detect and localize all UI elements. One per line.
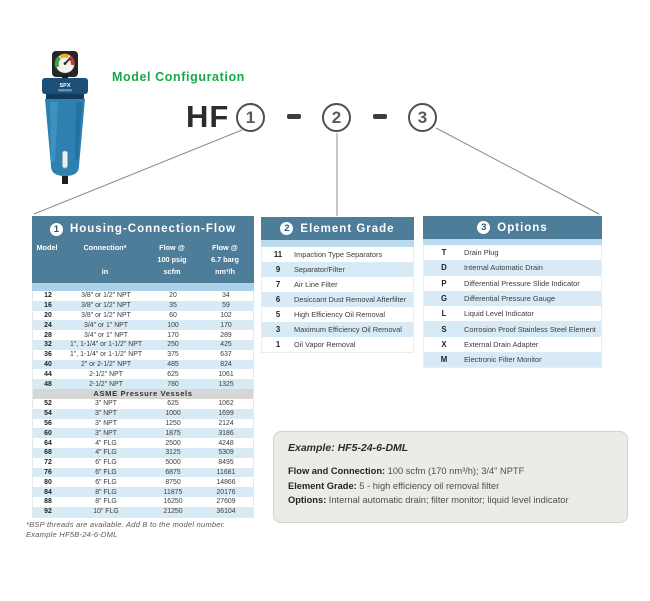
- cell-code: 1: [275, 340, 281, 349]
- cell-flow-nm3h: 5309: [218, 449, 234, 457]
- asme-section-header: ASME Pressure Vessels: [33, 389, 253, 399]
- cell-code: P: [441, 278, 447, 288]
- cell-model: 64: [44, 439, 52, 447]
- header-accent-band: [261, 240, 414, 247]
- table-row: [33, 507, 253, 517]
- example-options-line: Options: Internal automatic drain; filter monitor; liquid level indicator: [288, 495, 569, 505]
- cell-model: 68: [44, 449, 52, 457]
- cell-flow-nm3h: 425: [220, 341, 232, 349]
- table-row: [33, 379, 253, 389]
- table-row: [33, 369, 253, 379]
- cell-connection: 3" NPT: [95, 410, 117, 418]
- cell-flow-scfm: 1875: [165, 429, 181, 437]
- cell-flow-nm3h: 289: [220, 331, 232, 339]
- cell-flow-scfm: 3125: [165, 449, 181, 457]
- cell-code: 7: [275, 280, 281, 289]
- header-accent-band: [32, 283, 254, 291]
- table-row: [33, 301, 253, 311]
- cell-flow-scfm: 625: [167, 370, 179, 378]
- drain-stem: [62, 176, 68, 184]
- cell-label: Differential Pressure Slide Indicator: [464, 278, 580, 288]
- placeholder-1-circle: 1: [236, 103, 265, 132]
- cell-label: Corrosion Proof Stainless Steel Element: [464, 324, 596, 334]
- cell-flow-scfm: 1000: [165, 410, 181, 418]
- circled-number-1-icon: 1: [50, 223, 63, 236]
- cell-model: 76: [44, 468, 52, 476]
- cell-connection: 1", 1-1/4" or 1-1/2" NPT: [69, 341, 143, 349]
- cell-model: 72: [44, 459, 52, 467]
- cell-flow-nm3h: 8495: [218, 459, 234, 467]
- element-grade-body: [261, 247, 414, 353]
- cell-code: 3: [275, 325, 281, 334]
- cell-connection: 3" NPT: [95, 419, 117, 427]
- cell-label: Impaction Type Separators: [294, 250, 383, 259]
- bsp-footnote: *BSP threads are available. Add B to the model number. Example HF5B-24-6-DML: [26, 520, 226, 539]
- housing-table-header: [32, 216, 254, 242]
- table-row: [33, 419, 253, 429]
- cell-model: 92: [44, 508, 52, 516]
- cell-label: Internal Automatic Drain: [464, 263, 543, 273]
- table-row: [33, 360, 253, 370]
- cell-flow-scfm: 20: [169, 292, 177, 300]
- cell-flow-scfm: 375: [167, 351, 179, 359]
- cell-flow-scfm: 780: [167, 380, 179, 388]
- cell-label: Maximum Efficiency Oil Removal: [294, 325, 402, 334]
- cell-connection: 8" FLG: [95, 498, 117, 506]
- circled-number-2-icon: 2: [280, 222, 293, 235]
- table-row: [424, 337, 601, 352]
- cell-model: 84: [44, 488, 52, 496]
- cell-flow-nm3h: 1325: [218, 380, 234, 388]
- cell-flow-scfm: 170: [167, 331, 179, 339]
- cell-label: Separator/Filter: [294, 265, 345, 274]
- table-row: [424, 260, 601, 275]
- table-row: [33, 409, 253, 419]
- cell-code: D: [441, 263, 447, 273]
- cell-model: 88: [44, 498, 52, 506]
- cell-connection: 6" FLG: [95, 459, 117, 467]
- table-row: [33, 438, 253, 448]
- cell-connection: 3/8" or 1/2" NPT: [81, 311, 131, 319]
- table-row: [33, 428, 253, 438]
- cell-connection: 3" NPT: [95, 400, 117, 408]
- liquid-level-sight-glass: [63, 151, 68, 168]
- cell-connection: 3" NPT: [95, 429, 117, 437]
- placeholder-2-circle: 2: [322, 103, 351, 132]
- cell-code: 11: [273, 250, 283, 259]
- cell-connection: 10" FLG: [93, 508, 119, 516]
- col-header-flow-nm3h: Flow @: [212, 243, 238, 252]
- cell-connection: 3/8" or 1/2" NPT: [81, 292, 131, 300]
- filter-bowl: [45, 99, 85, 176]
- separator-dash: [373, 114, 387, 119]
- table-row: [424, 291, 601, 306]
- brand-label: SPX: [59, 83, 71, 89]
- table-row: [424, 276, 601, 291]
- cell-model: 80: [44, 478, 52, 486]
- cell-flow-nm3h: 4248: [218, 439, 234, 447]
- cell-flow-nm3h: 170: [220, 321, 232, 329]
- cell-flow-scfm: 5000: [165, 459, 181, 467]
- differential-pressure-gauge-icon: [52, 51, 78, 79]
- cell-code: S: [441, 324, 447, 334]
- cell-model: 60: [44, 429, 52, 437]
- table-row: [262, 307, 413, 322]
- table-row: [33, 330, 253, 340]
- table-row: [33, 448, 253, 458]
- cell-model: 36: [44, 351, 52, 359]
- cell-model: 52: [44, 400, 52, 408]
- cell-flow-nm3h: 20176: [216, 488, 236, 496]
- table-row: [262, 247, 413, 262]
- cell-connection: 1", 1-1/4" or 1-1/2" NPT: [69, 351, 143, 359]
- filter-product-image: [38, 50, 92, 185]
- cell-flow-nm3h: 34: [222, 292, 230, 300]
- cell-connection: 3/4" or 1" NPT: [84, 331, 128, 339]
- cell-model: 54: [44, 410, 52, 418]
- cell-connection: 6" FLG: [95, 468, 117, 476]
- page-title: Model Configuration: [112, 70, 245, 84]
- table-row: [33, 320, 253, 330]
- col-header-flow-scfm: Flow @: [159, 243, 185, 252]
- circled-number-3-icon: 3: [477, 221, 490, 234]
- cell-label: Drain Plug: [464, 248, 499, 258]
- options-header: [423, 216, 602, 239]
- housing-column-headers: Model Connection* in Flow @ 100 psig scfm Flow @ 6.7 barg nm³/h: [32, 242, 254, 283]
- cell-flow-nm3h: 14866: [216, 478, 236, 486]
- cell-flow-scfm: 6875: [165, 468, 181, 476]
- cell-model: 56: [44, 419, 52, 427]
- cell-code: 5: [275, 310, 281, 319]
- cell-connection: 6" FLG: [95, 478, 117, 486]
- cell-flow-nm3h: 11681: [216, 468, 236, 476]
- cell-flow-scfm: 60: [169, 311, 177, 319]
- cell-label: Air Line Filter: [294, 280, 338, 289]
- cell-flow-scfm: 35: [169, 302, 177, 310]
- cell-flow-scfm: 485: [167, 360, 179, 368]
- cell-model: 16: [44, 302, 52, 310]
- cell-label: Oil Vapor Removal: [294, 340, 356, 349]
- cell-connection: 2-1/2" NPT: [89, 370, 123, 378]
- table-row: [33, 477, 253, 487]
- table-row: [33, 399, 253, 409]
- cell-connection: 2-1/2" NPT: [89, 380, 123, 388]
- cell-label: Liquid Level Indicator: [464, 309, 534, 319]
- table-row: [424, 245, 601, 260]
- cell-flow-scfm: 100: [167, 321, 179, 329]
- element-grade-table: [261, 217, 414, 353]
- table-row: [33, 497, 253, 507]
- table-row: [262, 292, 413, 307]
- cell-code: M: [440, 355, 448, 365]
- cell-code: T: [441, 248, 447, 258]
- cell-flow-scfm: 250: [167, 341, 179, 349]
- cell-label: External Drain Adapter: [464, 339, 539, 349]
- table-row: [262, 262, 413, 277]
- cell-connection: 2" or 2-1/2" NPT: [80, 360, 132, 368]
- separator-dash: [287, 114, 301, 119]
- cell-connection: 3/8" or 1/2" NPT: [81, 302, 131, 310]
- col-header-model: Model: [36, 243, 58, 252]
- table-row: [33, 487, 253, 497]
- cell-model: 24: [44, 321, 52, 329]
- cell-model: 44: [44, 370, 52, 378]
- cell-flow-nm3h: 36104: [216, 508, 236, 516]
- element-grade-title: Element Grade: [300, 222, 395, 235]
- cell-flow-scfm: 8750: [165, 478, 181, 486]
- cell-model: 28: [44, 331, 52, 339]
- cell-flow-nm3h: 824: [220, 360, 232, 368]
- housing-connection-flow-table: [32, 216, 254, 518]
- cell-model: 48: [44, 380, 52, 388]
- cell-connection: 4" FLG: [95, 449, 117, 457]
- cell-code: 9: [275, 265, 281, 274]
- cell-label: Electronic Filter Monitor: [464, 355, 542, 365]
- cell-model: 20: [44, 311, 52, 319]
- example-title: Example: HF5-24-6-DML: [288, 442, 409, 454]
- cell-model: 40: [44, 360, 52, 368]
- table-row: [262, 337, 413, 352]
- cell-connection: 3/4" or 1" NPT: [84, 321, 128, 329]
- cell-connection: 8" FLG: [95, 488, 117, 496]
- cell-flow-nm3h: 27609: [216, 498, 236, 506]
- cell-label: Desiccant Dust Removal Afterfilter: [294, 295, 407, 304]
- cell-flow-nm3h: 637: [220, 351, 232, 359]
- table-row: [33, 291, 253, 301]
- example-flow-line: Flow and Connection: 100 scfm (170 nm³/h); 3/4" NPTF: [288, 466, 525, 476]
- cell-code: L: [441, 309, 447, 319]
- housing-table-title: Housing-Connection-Flow: [69, 223, 237, 235]
- table-row: [33, 458, 253, 468]
- example-grade-line: Element Grade: 5 - high efficiency oil removal filter: [288, 480, 500, 491]
- cell-flow-scfm: 1250: [165, 419, 181, 427]
- cell-flow-nm3h: 59: [222, 302, 230, 310]
- filter-cap: [42, 78, 88, 99]
- table-row: [33, 468, 253, 478]
- cell-flow-nm3h: 102: [220, 311, 232, 319]
- cell-flow-nm3h: 1062: [218, 400, 234, 408]
- cell-model: 12: [44, 292, 52, 300]
- model-prefix: HF: [186, 99, 230, 134]
- table-row: [33, 311, 253, 321]
- table-row: [33, 340, 253, 350]
- cell-flow-scfm: 2500: [165, 439, 181, 447]
- table-row: [262, 322, 413, 337]
- cell-connection: 4" FLG: [95, 439, 117, 447]
- options-table: [423, 216, 602, 368]
- options-title: Options: [497, 221, 548, 234]
- cell-flow-nm3h: 1699: [218, 410, 234, 418]
- housing-table-body: [32, 291, 254, 518]
- cell-label: High Efficiency Oil Removal: [294, 310, 386, 319]
- table-row: [424, 321, 601, 336]
- cell-flow-nm3h: 2124: [218, 419, 234, 427]
- cell-code: 6: [275, 295, 281, 304]
- cell-model: 32: [44, 341, 52, 349]
- cell-label: Differential Pressure Gauge: [464, 294, 556, 304]
- cell-code: G: [440, 294, 448, 304]
- col-header-connection: Connection*: [83, 243, 127, 252]
- cell-code: X: [441, 339, 447, 349]
- placeholder-3-circle: 3: [408, 103, 437, 132]
- table-row: [424, 352, 601, 367]
- options-body: [423, 245, 602, 368]
- cell-flow-scfm: 11875: [163, 488, 183, 496]
- example-box: [273, 431, 628, 523]
- cell-flow-nm3h: 1061: [218, 370, 234, 378]
- cell-flow-scfm: 16250: [163, 498, 183, 506]
- table-row: [262, 277, 413, 292]
- cell-flow-scfm: 625: [167, 400, 179, 408]
- cell-flow-nm3h: 3186: [218, 429, 234, 437]
- table-row: [424, 306, 601, 321]
- cell-flow-scfm: 21250: [163, 508, 183, 516]
- element-grade-header: [261, 217, 414, 240]
- table-row: [33, 350, 253, 360]
